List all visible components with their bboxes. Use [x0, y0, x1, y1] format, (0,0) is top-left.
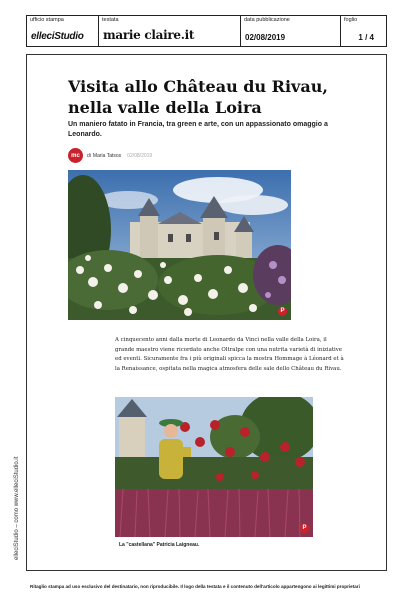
side-credit: elleciStudio – como www.elleciStudio.it: [14, 456, 20, 560]
date-label: data pubblicazione: [244, 17, 290, 23]
article-title: Visita allo Château du Rivau, nella valle della Loira: [68, 77, 328, 117]
clipping-footer: Ritaglio stampa ad uso esclusivo del destinatario, non riproducibile. Il logo della testata e il contenuto dell'articolo appartengono ai legittimi proprietari: [30, 584, 360, 589]
article-body: A cinquecento anni dalla morte di Leonardo da Vinci nella valle della Loira, il grande maestro viene ricordato anche Oltralpe con una nutrita varietà di iniziative ed eventi. Sicuramente fra i più originali spicca la mostra Hommage à Léonard et à la Renaissance, ospitata nella magica atmosfera delle sale dello Château du Rivau.: [115, 337, 344, 372]
office-label: ufficio stampa: [30, 17, 64, 23]
author-name[interactable]: Maria Tatsos: [92, 152, 122, 159]
chateau-photo: [68, 170, 291, 320]
by-label: di: [87, 152, 91, 159]
castellana-photo: [115, 397, 313, 537]
mc-badge-icon: mc: [68, 148, 83, 163]
ellecistudio-logo: elleciStudio: [31, 31, 84, 42]
date-value: 02/08/2019: [245, 33, 286, 42]
date-cell: [241, 16, 341, 46]
office-cell: [27, 16, 99, 46]
pinterest-icon[interactable]: P: [278, 307, 287, 316]
article-subtitle: Un maniero fatato in Francia, tra green e arte, con un appassionato omaggio a Leonardo.: [68, 121, 328, 138]
page-label: foglio: [344, 17, 358, 23]
page-cell: [341, 16, 386, 46]
page-value: 1 / 4: [358, 33, 374, 42]
photo-caption: La "castellana" Patricia Laigneau.: [119, 542, 200, 548]
author-line: [68, 148, 152, 163]
marie-claire-logo: marie claire.it: [103, 28, 195, 42]
clipping-header: [26, 15, 387, 47]
masthead-cell: [99, 16, 241, 46]
article-date: 02/08/2019: [127, 152, 153, 159]
pinterest-icon[interactable]: P: [300, 524, 309, 533]
masthead-label: testata: [102, 17, 119, 23]
